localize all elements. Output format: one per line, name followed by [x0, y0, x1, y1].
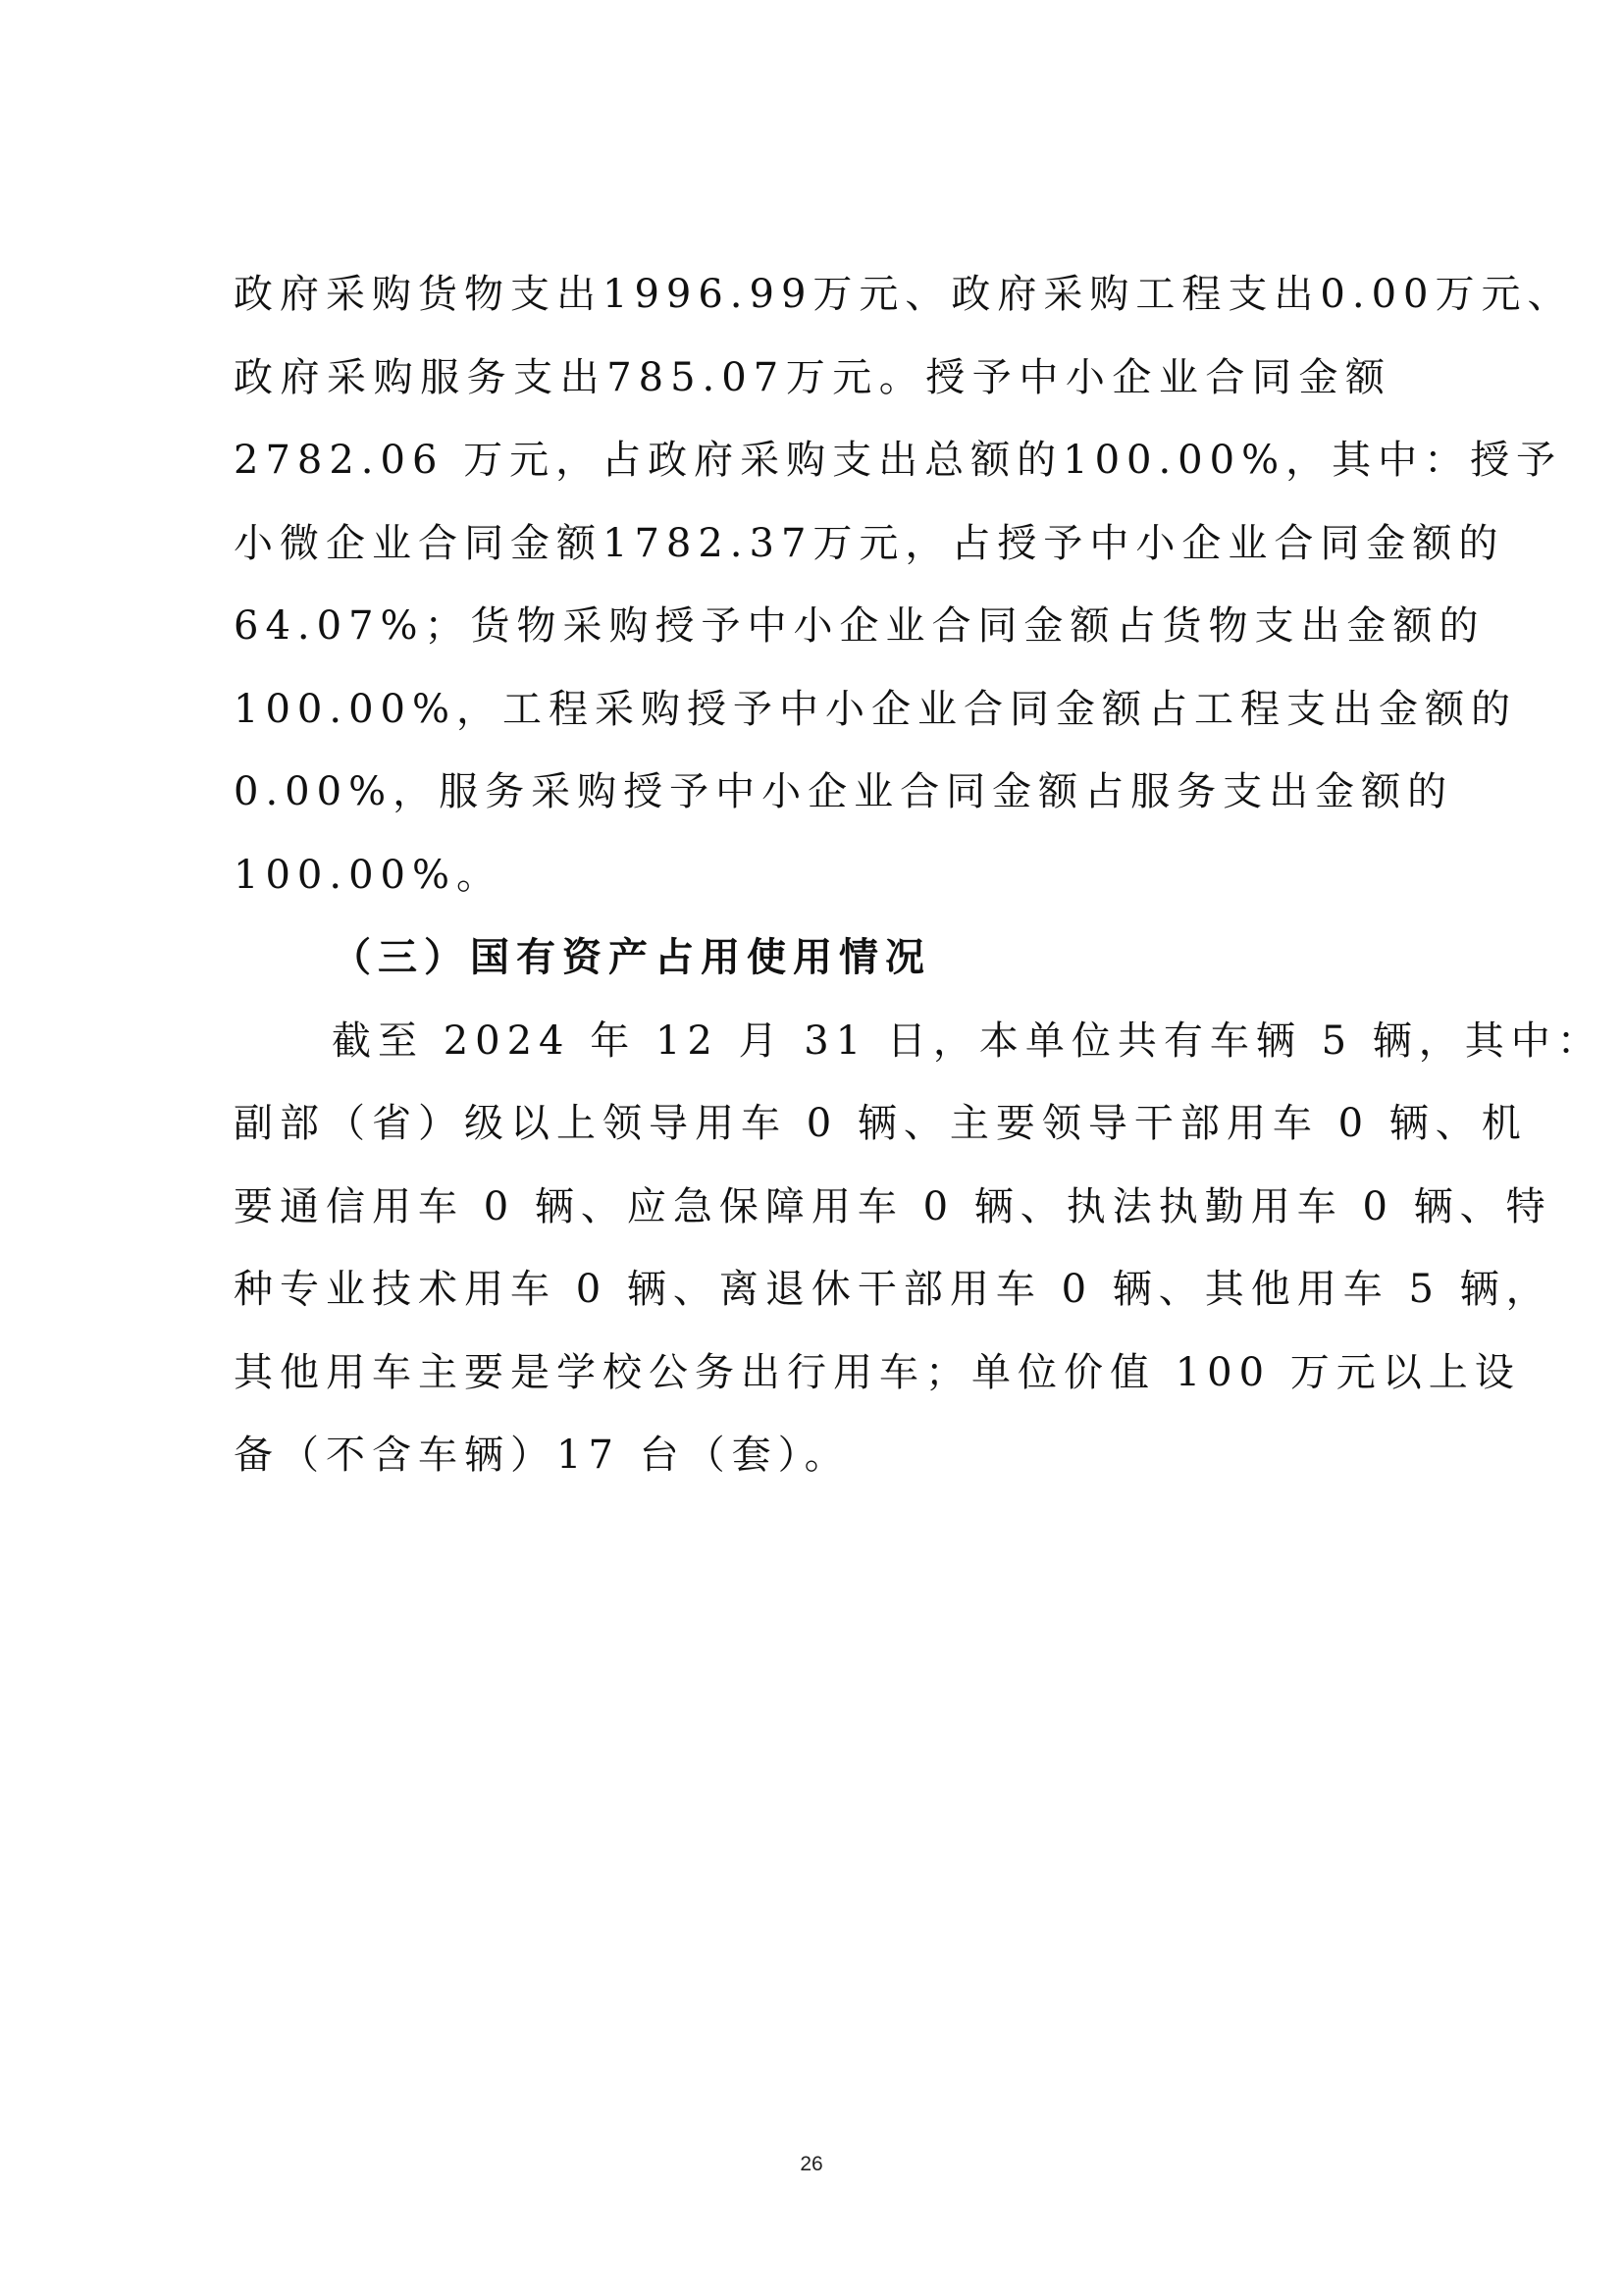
paragraph-line: 要通信用车 0 辆、应急保障用车 0 辆、执法执勤用车 0 辆、特: [234, 1183, 1552, 1229]
paragraph-line: 其他用车主要是学校公务出行用车；单位价值 100 万元以上设: [234, 1349, 1521, 1395]
paragraph-line: 小微企业合同金额1782.37万元，占授予中小企业合同金额的: [234, 520, 1505, 566]
document-body: [234, 253, 1603, 1497]
paragraph-line: 0.00%，服务采购授予中小企业合同金额占服务支出金额的: [234, 769, 1454, 814]
paragraph-line: 100.00%，工程采购授予中小企业合同金额占工程支出金额的: [234, 686, 1517, 732]
paragraph-line: 截至 2024 年 12 月 31 日，本单位共有车辆 5 辆，其中：: [332, 1018, 1603, 1064]
paragraph-line: 2782.06 万元，占政府采购支出总额的100.00%，其中：授予: [234, 438, 1563, 483]
paragraph-line: 种专业技术用车 0 辆、离退休干部用车 0 辆、其他用车 5 辆，: [234, 1267, 1552, 1312]
paragraph-line: 100.00%。: [234, 852, 502, 898]
section-heading: （三）国有资产占用使用情况: [332, 935, 931, 980]
procurement-paragraph: [234, 253, 1574, 916]
paragraph-line: 副部（省）级以上领导用车 0 辆、主要领导干部用车 0 辆、机: [234, 1101, 1528, 1146]
paragraph-line: 政府采购服务支出785.07万元。授予中小企业合同金额: [234, 354, 1391, 400]
assets-paragraph: [234, 1000, 1603, 1497]
paragraph-line: 64.07%；货物采购授予中小企业合同金额占货物支出金额的: [234, 603, 1486, 649]
paragraph-line: 政府采购货物支出1996.99万元、政府采购工程支出0.00万元、: [234, 272, 1574, 317]
page-number: 26: [800, 2153, 823, 2175]
paragraph-line: 备（不含车辆）17 台（套）。: [234, 1433, 851, 1478]
